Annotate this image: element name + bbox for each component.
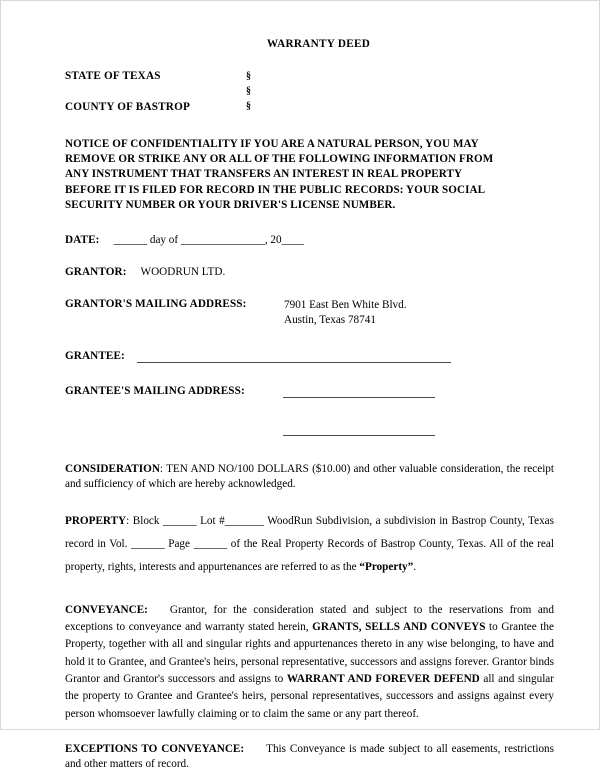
grantor-address-label: GRANTOR'S MAILING ADDRESS [65,298,243,311]
date-mid-text: day of [149,234,179,247]
grantee-colon: : [121,350,125,363]
property-text-6: . [413,561,417,574]
consideration-text: : TEN AND NO/100 DOLLARS ($10.00) and other valuable consideration, the receipt and sufficiency of which are hereby acknowledged. [65,463,554,491]
grantor-colon: : [122,266,127,279]
property-label: PROPERTY [65,514,127,527]
section-symbol-icon: § [246,71,251,82]
grantor-address-field-row [65,298,554,328]
property-quoted-term: “Property” [359,561,414,574]
grantor-address-colon: : [242,298,247,311]
state-label: STATE OF TEXAS [65,70,161,82]
notice-line: BEFORE IT IS FILED FOR RECORD IN THE PUBLIC RECORDS: YOUR SOCIAL [65,183,486,196]
conveyance-text-3: to Grantee the Property, together with all and singular rights and appurtenances thereto in any wise belonging, to have and hold it to Grantee, and Grantee's heirs, personal representative, successors and assigns forever. Grantor binds Grantor and Grantor's successors and assigns to [65,621,554,686]
grantee-address-field-row [65,385,554,441]
property-text-3: WoodRun Subdivision, a subdivision in Bastrop County, Texas record in Vol. [65,514,554,551]
date-field-row [65,234,554,246]
property-page-blank[interactable]: ______ [193,538,228,551]
date-month-blank[interactable]: _______________ [180,234,265,247]
grantee-address-blank-line2[interactable] [283,435,435,436]
consideration-label: CONSIDERATION [65,463,160,476]
conveyance-clause [65,602,554,723]
property-clause [65,510,554,580]
conveyance-emphasis-warrant: WARRANT AND FOREVER DEFEND [286,673,480,686]
date-year-prefix: , 20 [264,234,282,247]
property-vol-blank[interactable]: ______ [131,538,165,551]
exceptions-text: This Conveyance is made subject to all easements, restrictions and other matters of record. [65,742,554,771]
grantee-address-colon: : [240,385,245,398]
property-lot-blank[interactable]: _______ [224,514,264,527]
property-block-blank[interactable]: ______ [163,514,197,527]
conveyance-text-2: Grantor, for the consideration stated and subject to the reservations from and exceptions to conveyance and warranty stated herein, [65,603,554,634]
property-text-4: Page [164,538,194,551]
section-symbol-icon: § [246,86,251,97]
venue-block [65,70,554,116]
grantor-field-row [65,266,554,278]
notice-line: SECURITY NUMBER OR YOUR DRIVER'S LICENSE NUMBER. [65,198,396,211]
date-label: DATE [65,234,96,247]
grantee-input-blank[interactable] [137,362,451,363]
date-year-blank[interactable]: ____ [281,234,304,247]
conveyance-label: CONVEYANCE [65,603,145,616]
property-text-2: Lot # [196,514,225,527]
consideration-clause [65,462,554,493]
grantor-address-value[interactable] [284,298,407,328]
section-symbol-icon: § [246,101,251,112]
grantee-address-blank-line1[interactable] [283,397,435,398]
document-body [65,1,554,771]
property-text-5: of the Real Property Records of Bastrop County, Texas. All of the real property, rights, interests and appurtenances are referred to as the [65,538,554,574]
notice-line: NOTICE OF CONFIDENTIALITY IF YOU ARE A NATURAL PERSON, YOU MAY [65,138,479,150]
notice-line: REMOVE OR STRIKE ANY OR ALL OF THE FOLLOWING INFORMATION FROM [65,153,494,166]
date-day-blank[interactable]: ______ [113,234,148,247]
grantor-address-line2: Austin, Texas 78741 [284,314,376,327]
grantee-field-row [65,350,554,366]
conveyance-colon: : [144,603,148,616]
grantor-address-line1: 7901 East Ben White Blvd. [284,299,407,312]
confidentiality-notice [65,137,552,213]
grantee-address-label: GRANTEE'S MAILING ADDRESS [65,385,241,398]
conveyance-emphasis-grants: GRANTS, SELLS AND CONVEYS [312,621,486,634]
conveyance-text-4: all and singular the property to Grantee and Grantee's heirs, personal representatives, successors and assigns against every person whomsoever lawfully claiming or to claim the same or any part thereof. [65,673,554,720]
grantee-label: GRANTEE [65,350,122,363]
notice-line: ANY INSTRUMENT THAT TRANSFERS AN INTEREST IN REAL PROPERTY [65,168,463,181]
document-title: WARRANTY DEED [266,38,371,50]
property-text-1: : Block [126,514,164,527]
grantor-value[interactable]: WOODRUN LTD. [140,266,226,279]
exceptions-clause [65,742,554,773]
grantor-label: GRANTOR [65,266,123,279]
exceptions-label: EXCEPTIONS TO CONVEYANCE: [65,742,245,755]
date-colon: : [95,234,100,247]
county-label: COUNTY OF BASTROP [65,101,191,113]
